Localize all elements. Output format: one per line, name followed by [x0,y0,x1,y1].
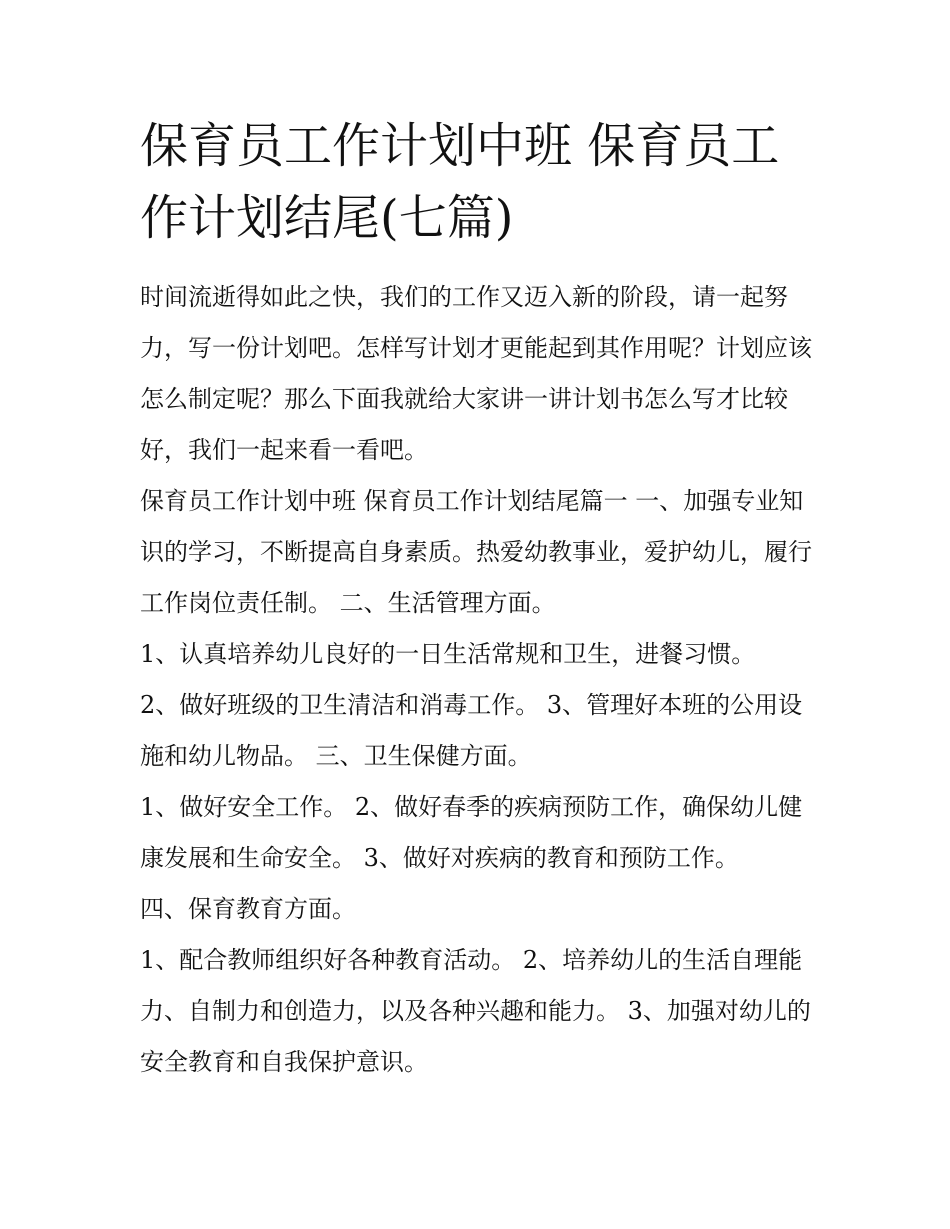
paragraph-intro: 时间流逝得如此之快，我们的工作又迈入新的阶段，请一起努力，写一份计划吧。怎样写计划才更能起到其作用呢？计划应该怎么制定呢？那么下面我就给大家讲一讲计划书怎么写才比较好，我们一起来看一看吧。 [140,283,812,464]
paragraph-item-education: 1、配合教师组织好各种教育活动。 2、培养幼儿的生活自理能力、自制力和创造力，以及各种兴趣和能力。 3、加强对幼儿的安全教育和自我保护意识。 [140,946,811,1076]
paragraph-section-one: 保育员工作计划中班 保育员工作计划结尾篇一 一、加强专业知识的学习，不断提高自身素质。热爱幼教事业，爱护幼儿，履行工作岗位责任制。 二、生活管理方面。 [140,487,812,617]
document-content [140,110,820,1088]
paragraph-item-cleaning: 2、做好班级的卫生清洁和消毒工作。 3、管理好本班的公用设施和幼儿物品。 三、卫生保健方面。 [140,691,803,770]
paragraph-item-routine: 1、认真培养幼儿良好的一日生活常规和卫生，进餐习惯。 [140,640,756,668]
paragraph-section-four: 四、保育教育方面。 [140,895,356,923]
document-title: 保育员工作计划中班 保育员工作计划结尾(七篇) [140,118,780,246]
paragraph-item-safety: 1、做好安全工作。 2、做好春季的疾病预防工作，确保幼儿健康发展和生命安全。 3、做好对疾病的教育和预防工作。 [140,793,803,872]
